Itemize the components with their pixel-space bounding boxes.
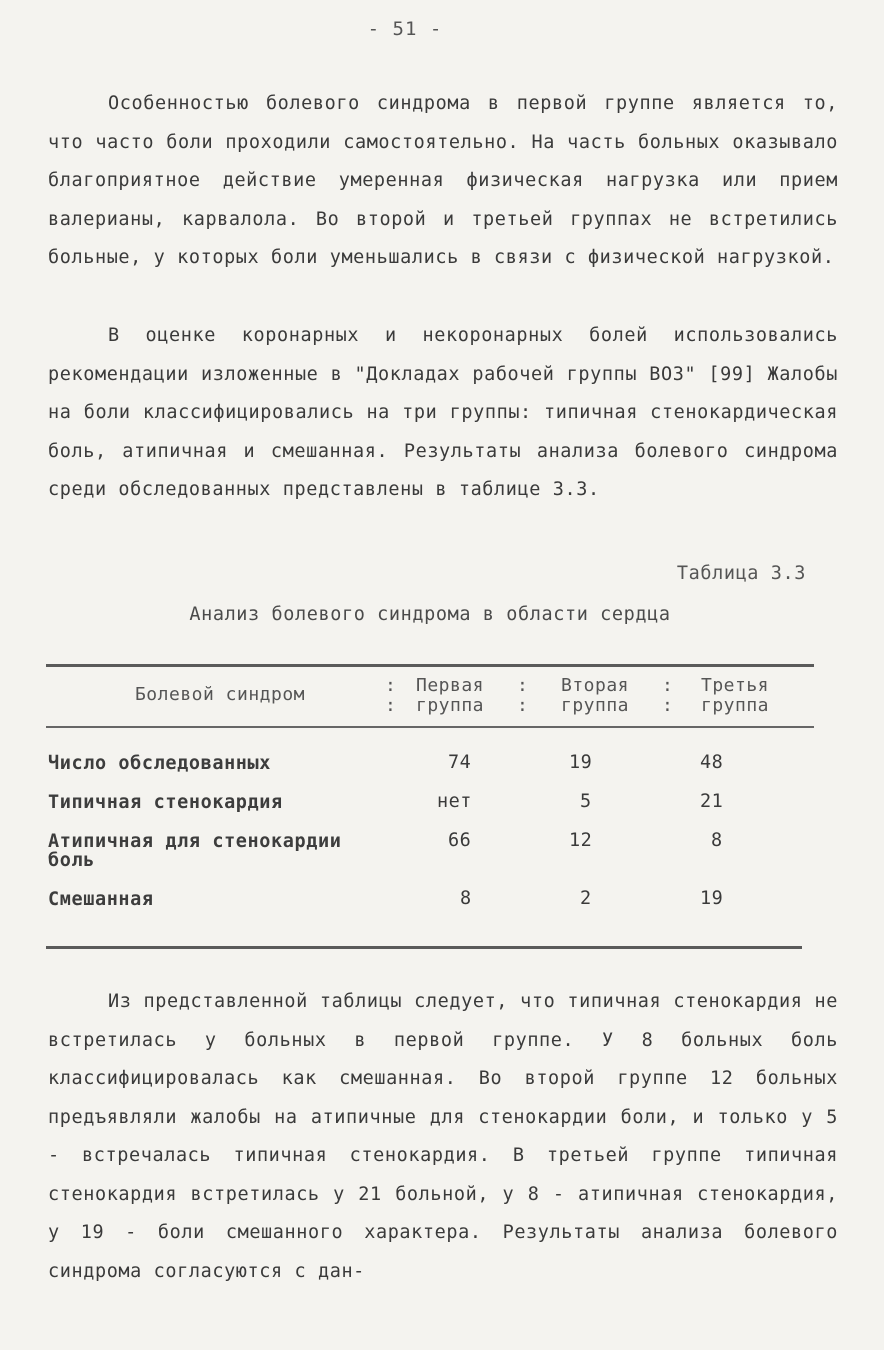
cell-examined-g2: 19 bbox=[569, 752, 593, 773]
cell-examined-g1: 74 bbox=[448, 752, 472, 773]
row-label-examined: Число обследованных bbox=[48, 753, 272, 774]
row-label-atypical: Атипичная для стенокардии боль bbox=[48, 831, 342, 871]
table-bottom-rule bbox=[46, 946, 802, 949]
cell-atypical-g1: 66 bbox=[448, 830, 472, 851]
page-number: - 51 - bbox=[367, 18, 443, 40]
paragraph-1: Особенностью болевого синдрома в первой группе является то, что часто боли проходили самостоятельно. На часть больных оказывало благоприятное действие умеренная физическая нагрузка или прием валерианы, карвалола. Во второй и третьей группах не встретились больные, у которых боли уменьшались в связи с физической нагрузкой. bbox=[48, 93, 838, 268]
header-separator: : : bbox=[662, 675, 673, 716]
cell-mixed-g3: 19 bbox=[700, 888, 724, 909]
paragraph-2: В оценке коронарных и некоронарных болей использовались рекомендации изложенные в "Докладах рабочей группы ВОЗ" [99] Жалобы на боли классифицировались на три группы: типичная стенокардическая боль, атипичная и смешанная. Результаты анализа болевого синдрома среди обследованных представлены в таблице 3.3. bbox=[48, 325, 838, 500]
header-separator: : : bbox=[517, 675, 528, 716]
header-group-1: Первая группа bbox=[415, 675, 485, 716]
cell-typical-g3: 21 bbox=[700, 791, 724, 812]
cell-atypical-g3: 8 bbox=[711, 830, 723, 851]
cell-mixed-g2: 2 bbox=[580, 888, 592, 909]
table-top-rule bbox=[46, 664, 814, 667]
table-label: Таблица 3.3 bbox=[676, 563, 806, 584]
table-title: Анализ болевого синдрома в области сердца bbox=[189, 604, 671, 625]
header-syndrome: Болевой синдром bbox=[134, 684, 306, 705]
table-header-rule bbox=[46, 726, 814, 728]
header-separator: : : bbox=[385, 675, 396, 716]
header-group-2: Вторая группа bbox=[560, 675, 630, 716]
row-label-typical: Типичная стенокардия bbox=[48, 792, 283, 813]
cell-mixed-g1: 8 bbox=[460, 888, 472, 909]
cell-examined-g3: 48 bbox=[700, 752, 724, 773]
header-group-3: Третья группа bbox=[700, 675, 770, 716]
cell-typical-g1: нет bbox=[437, 791, 472, 812]
row-label-mixed: Смешанная bbox=[48, 889, 154, 910]
conclusion-paragraph: Из представленной таблицы следует, что типичная стенокардия не встретилась у больных в первой группе. У 8 больных боль классифицировалась как смешанная. Во второй группе 12 больных предъявляли жалобы на атипичные для стенокардии боли, и только у 5 - встречалась типичная стенокардия. В третьей группе типичная стенокардия встретилась у 21 больной, у 8 - атипичная стенокардия, у 19 - боли смешанного характера. Результаты анализа болевого синдрома согласуются с дан- bbox=[48, 991, 838, 1282]
cell-atypical-g2: 12 bbox=[569, 830, 593, 851]
cell-typical-g2: 5 bbox=[580, 791, 592, 812]
